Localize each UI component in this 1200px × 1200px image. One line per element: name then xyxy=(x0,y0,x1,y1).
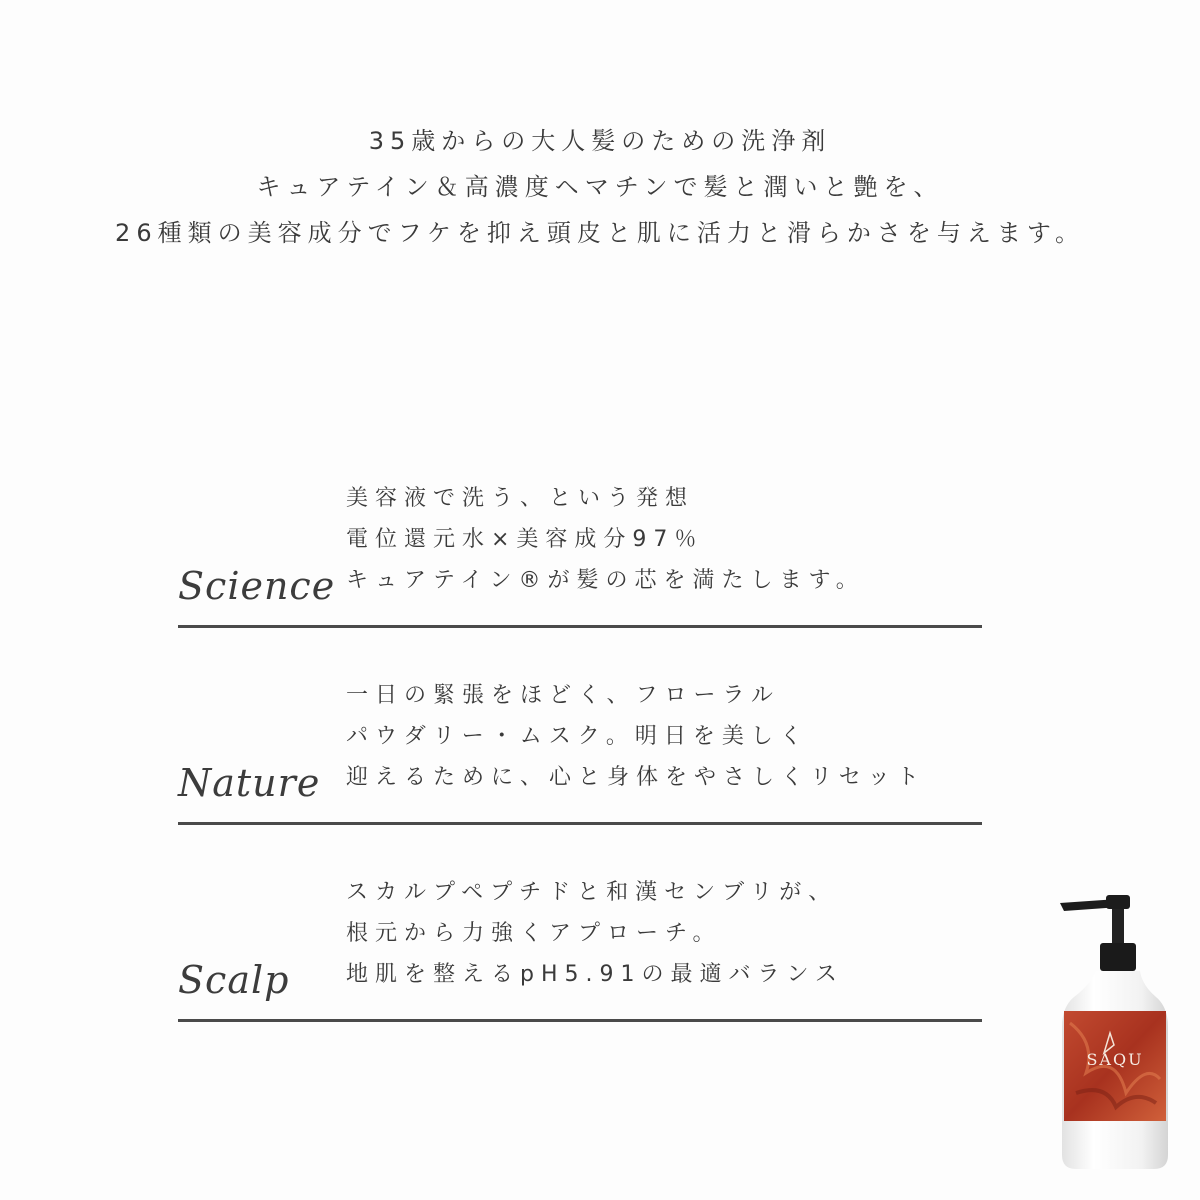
product-bottle-image xyxy=(1056,893,1168,1173)
feature-science-line-1: 美容液で洗う、という発想 xyxy=(346,486,695,511)
pump-head xyxy=(1106,895,1130,909)
feature-scalp-line-2: 根元から力強くアプローチ。 xyxy=(346,921,722,946)
feature-science-line-2: 電位還元水×美容成分97％ xyxy=(346,527,704,552)
feature-scalp-copy xyxy=(346,872,844,995)
feature-science-line-3: キュアテイン®が髪の芯を満たします。 xyxy=(346,568,865,593)
feature-scalp-divider xyxy=(178,1019,982,1022)
feature-science-copy xyxy=(346,478,865,601)
intro-line-3: 26種類の美容成分でフケを抑え頭皮と肌に活力と滑らかさを与えます。 xyxy=(115,219,1085,247)
intro-text xyxy=(0,118,1200,256)
feature-nature-line-1: 一日の緊張をほどく、フローラル xyxy=(346,683,780,708)
feature-nature xyxy=(178,675,982,825)
feature-nature-divider xyxy=(178,822,982,825)
feature-scalp-line-1: スカルプペプチドと和漢センブリが、 xyxy=(346,880,838,905)
pump-collar xyxy=(1100,943,1136,971)
feature-scalp xyxy=(178,872,982,1022)
intro-line-2: キュアテイン＆高濃度ヘマチンで髪と潤いと艶を、 xyxy=(256,173,944,201)
feature-science xyxy=(178,478,982,628)
feature-nature-line-3: 迎えるために、心と身体をやさしくリセット xyxy=(346,765,926,790)
feature-science-divider xyxy=(178,625,982,628)
feature-science-label: Science xyxy=(178,564,336,608)
pump-stem xyxy=(1112,909,1124,945)
feature-nature-line-2: パウダリー・ムスク。明日を美しく xyxy=(346,724,809,749)
feature-nature-copy xyxy=(346,675,926,798)
bottle-brand-text: SAQU xyxy=(1086,1050,1144,1069)
intro-line-1: 35歳からの大人髪のための洗浄剤 xyxy=(368,127,832,155)
bottle-illustration xyxy=(1056,893,1168,1173)
feature-scalp-line-3: 地肌を整えるpH5.91の最適バランス xyxy=(346,962,844,987)
feature-nature-label: Nature xyxy=(178,761,321,805)
feature-scalp-label: Scalp xyxy=(178,958,290,1002)
